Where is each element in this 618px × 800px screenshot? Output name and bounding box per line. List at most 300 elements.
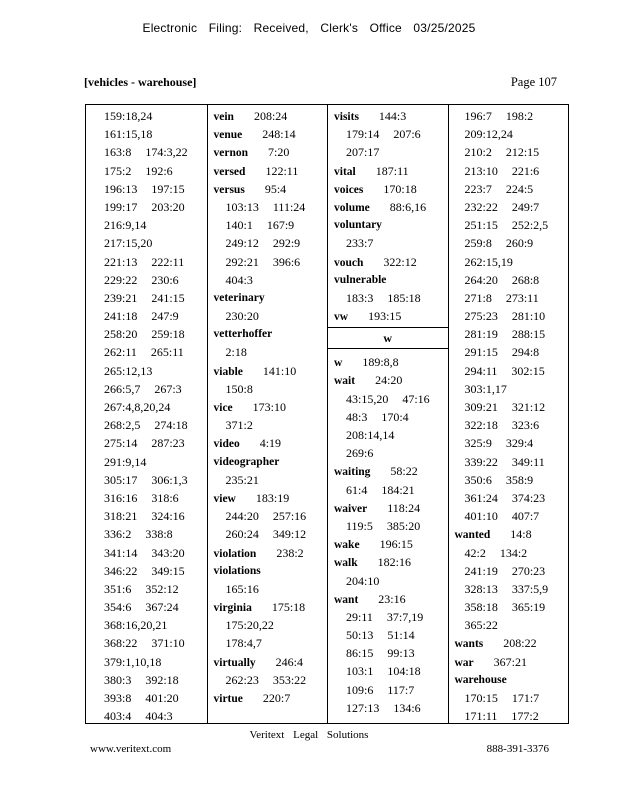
page-line-ref: 291:9,14 xyxy=(104,454,147,469)
term-word: wants xyxy=(454,638,484,651)
page-line-ref: 48:3 xyxy=(346,409,368,424)
page-line-ref: 141:10 xyxy=(262,363,297,378)
index-range: [vehicles - warehouse] xyxy=(84,75,197,89)
term-word: versed xyxy=(213,165,246,178)
page-line-ref: 349:12 xyxy=(272,527,307,542)
index-locator-line xyxy=(328,481,448,499)
page-line-ref: 196:15 xyxy=(379,537,413,552)
page-line-ref: 380:3 xyxy=(104,672,132,687)
index-locator-line xyxy=(86,343,207,361)
index-locator-line xyxy=(208,634,328,652)
term-word: viable xyxy=(213,365,243,378)
index-locator-line xyxy=(328,125,448,143)
index-locator-line xyxy=(449,289,569,307)
index-locator-line xyxy=(449,107,569,125)
index-locator-line xyxy=(449,453,569,471)
index-locator-line xyxy=(449,271,569,289)
page-line-ref: 7:20 xyxy=(268,145,290,160)
page-line-ref: 241:19 xyxy=(464,563,498,578)
term-word: want xyxy=(334,593,359,606)
page-line-ref: 365:19 xyxy=(511,600,546,615)
page-line-ref: 161:15,18 xyxy=(104,127,153,142)
page-line-ref: 321:12 xyxy=(511,400,546,414)
page-line-ref: 294:8 xyxy=(511,345,540,360)
page-line-ref: 350:6 xyxy=(464,472,492,487)
term-word: vetterhoffer xyxy=(213,328,273,341)
index-locator-line xyxy=(86,216,207,234)
index-locator-line xyxy=(328,517,448,535)
index-column-3 xyxy=(327,105,448,723)
page-line-ref: 95:4 xyxy=(264,181,287,196)
page-line-ref: 305:17 xyxy=(104,472,138,487)
page-line-ref: 353:22 xyxy=(272,672,307,687)
page-line-ref: 179:14 xyxy=(346,127,380,142)
index-term xyxy=(208,453,328,471)
index-locator-line xyxy=(449,307,569,325)
index-locator-line xyxy=(208,271,328,289)
page-line-ref: 197:15 xyxy=(151,181,185,196)
index-term xyxy=(328,462,448,480)
index-locator-line xyxy=(449,707,569,725)
page-line-ref: 371:10 xyxy=(151,636,185,651)
page-line-ref: 260:24 xyxy=(225,527,259,542)
page-line-ref: 396:6 xyxy=(272,254,301,269)
page-line-ref: 252:2,5 xyxy=(511,218,549,233)
index-locator-line xyxy=(86,489,207,507)
index-locator-line xyxy=(86,307,207,325)
term-word: violations xyxy=(213,564,261,577)
index-locator-line xyxy=(328,572,448,590)
page-line-ref: 349:11 xyxy=(511,454,545,469)
index-column-1 xyxy=(86,105,207,723)
index-locator-line xyxy=(208,525,328,543)
page-line-ref: 341:14 xyxy=(104,545,138,560)
page-line-ref: 271:8 xyxy=(464,290,492,305)
index-locator-line xyxy=(208,416,328,434)
term-word: wanted xyxy=(454,529,491,542)
page-line-ref: 338:8 xyxy=(145,527,173,542)
page-line-ref: 193:15 xyxy=(368,309,402,324)
filing-stamp: Electronic Filing: Received, Clerk's Office 03/25/2025 xyxy=(142,21,476,35)
page-line-ref: 328:13 xyxy=(464,581,498,596)
page-line-ref: 318:6 xyxy=(151,490,179,505)
index-locator-line xyxy=(86,398,207,416)
page-line-ref: 196:13 xyxy=(104,181,138,196)
page-line-ref: 220:7 xyxy=(262,691,291,705)
index-term xyxy=(208,434,328,452)
page-line-ref: 288:15 xyxy=(511,327,546,342)
page-line-ref: 239:21 xyxy=(104,290,138,305)
index-locator-line xyxy=(328,408,448,426)
term-word: vernon xyxy=(213,147,248,160)
page-line-ref: 275:23 xyxy=(464,309,498,324)
page-line-ref: 294:11 xyxy=(464,363,498,378)
page-line-ref: 2:18 xyxy=(225,345,247,360)
page-line-ref: 171:11 xyxy=(464,709,498,724)
page-line-ref: 163:8 xyxy=(104,145,132,160)
page-line-ref: 401:20 xyxy=(145,691,179,705)
index-term xyxy=(449,525,569,543)
term-word: w xyxy=(334,357,343,370)
page-line-ref: 209:12,24 xyxy=(464,127,513,142)
index-locator-line xyxy=(449,216,569,234)
term-word: virtually xyxy=(213,656,256,669)
page-line-ref: 165:16 xyxy=(225,581,259,596)
page-line-ref: 270:23 xyxy=(511,563,546,578)
index-locator-line xyxy=(328,444,448,462)
term-word: visits xyxy=(334,111,359,123)
page-line-ref: 182:16 xyxy=(377,555,411,570)
page-line-ref: 196:7 xyxy=(464,109,492,123)
page-line-ref: 322:12 xyxy=(383,254,417,269)
page-line-ref: 358:18 xyxy=(464,600,498,615)
letter-divider: w xyxy=(328,327,448,349)
index-term xyxy=(449,653,569,671)
index-locator-line xyxy=(449,362,569,380)
index-locator-line xyxy=(328,681,448,699)
page-line-ref: 178:4,7 xyxy=(225,636,262,651)
index-term xyxy=(328,271,448,289)
page-line-ref: 37:7,19 xyxy=(386,609,424,624)
page-line-ref: 119:5 xyxy=(346,518,373,533)
index-locator-line xyxy=(86,180,207,198)
page-line-ref: 229:22 xyxy=(104,272,138,287)
page-line-ref: 86:15 xyxy=(346,646,374,661)
index-locator-line xyxy=(86,362,207,380)
page-line-ref: 267:3 xyxy=(154,381,182,396)
page-line-ref: 187:11 xyxy=(375,163,409,178)
index-locator-line xyxy=(86,198,207,216)
page-line-ref: 407:7 xyxy=(511,509,540,524)
page-line-ref: 249:12 xyxy=(225,236,259,251)
index-locator-line xyxy=(328,662,448,680)
index-term xyxy=(208,107,328,125)
page-line-ref: 235:21 xyxy=(225,472,259,487)
index-locator-line xyxy=(449,416,569,434)
page-line-ref: 367:21 xyxy=(493,654,528,669)
page-line-ref: 241:15 xyxy=(151,290,185,305)
page-line-ref: 302:15 xyxy=(511,363,545,378)
index-locator-line xyxy=(449,234,569,252)
footer-website: www.veritext.com xyxy=(90,743,172,755)
index-term xyxy=(328,198,448,216)
footer-phone: 888-391-3376 xyxy=(486,743,549,755)
index-entries xyxy=(328,351,448,717)
page-line-ref: 336:2 xyxy=(104,527,132,542)
page-line-ref: 170:18 xyxy=(383,181,417,196)
page-line-ref: 210:2 xyxy=(464,145,492,160)
page-line-ref: 281:10 xyxy=(511,309,546,324)
page-line-ref: 251:15 xyxy=(464,218,498,233)
index-locator-line xyxy=(86,434,207,452)
index-term xyxy=(208,362,328,380)
page-line-ref: 232:22 xyxy=(464,199,498,214)
index-locator-line xyxy=(449,380,569,398)
index-term xyxy=(208,325,328,343)
index-term xyxy=(208,289,328,307)
page-line-ref: 223:7 xyxy=(464,181,492,196)
index-locator-line xyxy=(208,198,328,216)
term-word: view xyxy=(213,492,236,505)
page-line-ref: 230:6 xyxy=(151,272,179,287)
page-line-ref: 246:4 xyxy=(275,654,304,669)
page-line-ref: 117:7 xyxy=(387,682,415,697)
page-line-ref: 213:10 xyxy=(464,163,498,178)
page-line-ref: 281:19 xyxy=(464,327,498,342)
index-term xyxy=(328,162,448,180)
index-term xyxy=(328,253,448,271)
page-line-ref: 403:4 xyxy=(104,709,132,724)
term-word: warehouse xyxy=(454,673,507,686)
page-line-ref: 171:7 xyxy=(511,691,540,705)
page-line-ref: 42:2 xyxy=(464,545,486,560)
page-line-ref: 385:20 xyxy=(386,518,421,533)
page-line-ref: 174:3,22 xyxy=(145,145,188,160)
page-line-ref: 292:9 xyxy=(272,236,301,251)
index-locator-line xyxy=(86,580,207,598)
index-locator-line xyxy=(86,544,207,562)
page-line-ref: 221:6 xyxy=(511,163,540,178)
page-line-ref: 184:21 xyxy=(381,482,415,497)
page-line-ref: 224:5 xyxy=(505,181,534,196)
page-line-ref: 260:9 xyxy=(505,236,534,251)
page-line-ref: 264:20 xyxy=(464,272,498,287)
index-locator-line xyxy=(449,398,569,416)
index-term xyxy=(208,598,328,616)
page-line-ref: 170:4 xyxy=(381,409,409,424)
index-locator-line xyxy=(328,234,448,252)
page-line-ref: 262:15,19 xyxy=(464,254,513,269)
index-locator-line xyxy=(208,471,328,489)
index-locator-line xyxy=(449,125,569,143)
page-line-ref: 189:8,8 xyxy=(362,355,399,370)
page-line-ref: 351:6 xyxy=(104,581,132,596)
page-line-ref: 221:13 xyxy=(104,254,138,269)
page-line-ref: 208:14,14 xyxy=(346,428,395,442)
term-word: vice xyxy=(213,402,233,414)
page-line-ref: 318:21 xyxy=(104,509,138,524)
page-line-ref: 339:22 xyxy=(464,454,498,469)
index-term xyxy=(208,653,328,671)
index-locator-line xyxy=(86,507,207,525)
term-word: vouch xyxy=(334,256,364,269)
page-line-ref: 24:20 xyxy=(375,373,403,388)
page-line-ref: 175:2 xyxy=(104,163,132,178)
term-word: wake xyxy=(334,539,360,552)
page-line-ref: 343:20 xyxy=(151,545,185,560)
page-line-ref: 365:22 xyxy=(464,618,498,633)
index-locator-line xyxy=(208,580,328,598)
index-locator-line xyxy=(208,234,328,252)
index-entries xyxy=(449,105,569,725)
index-entries xyxy=(86,105,207,725)
index-locator-line xyxy=(328,289,448,307)
index-locator-line xyxy=(449,544,569,562)
index-locator-line xyxy=(86,107,207,125)
index-locator-line xyxy=(208,616,328,634)
page-line-ref: 216:9,14 xyxy=(104,218,147,233)
index-locator-line xyxy=(449,198,569,216)
index-locator-line xyxy=(86,162,207,180)
index-locator-line xyxy=(328,699,448,717)
page-line-ref: 259:8 xyxy=(464,236,492,251)
page-line-ref: 368:22 xyxy=(104,636,138,651)
page-line-ref: 4:19 xyxy=(259,436,282,451)
footer-company: Veritext Legal Solutions xyxy=(249,729,369,741)
index-locator-line xyxy=(449,253,569,271)
index-term xyxy=(328,353,448,371)
term-word: venue xyxy=(213,129,243,142)
term-word: waiver xyxy=(334,502,368,515)
page-line-ref: 23:16 xyxy=(378,591,406,606)
page-line-ref: 287:23 xyxy=(151,436,185,451)
page-line-ref: 51:14 xyxy=(387,628,415,643)
index-locator-line xyxy=(449,507,569,525)
index-term xyxy=(449,671,569,689)
index-locator-line xyxy=(86,616,207,634)
term-word: war xyxy=(454,656,474,669)
term-word: vw xyxy=(334,311,349,324)
page-line-ref: 291:15 xyxy=(464,345,498,360)
term-word: volume xyxy=(334,201,370,214)
page-line-ref: 238:2 xyxy=(276,545,304,560)
term-word: voluntary xyxy=(334,219,382,232)
page-line-ref: 368:16,20,21 xyxy=(104,618,168,633)
page-line-ref: 88:6,16 xyxy=(389,199,427,214)
page-line-ref: 103:1 xyxy=(346,664,374,679)
index-locator-line xyxy=(208,380,328,398)
page-line-ref: 173:10 xyxy=(252,400,286,414)
index-locator-line xyxy=(328,626,448,644)
index-locator-line xyxy=(86,453,207,471)
page-line-ref: 269:6 xyxy=(346,446,374,461)
page-line-ref: 241:18 xyxy=(104,309,138,324)
page-line-ref: 306:1,3 xyxy=(151,472,188,487)
page-line-ref: 267:4,8,20,24 xyxy=(104,400,171,414)
index-locator-line xyxy=(86,471,207,489)
index-term xyxy=(328,371,448,389)
page-line-ref: 265:12,13 xyxy=(104,363,153,378)
term-word: walk xyxy=(334,557,358,570)
page-line-ref: 14:8 xyxy=(510,527,532,542)
index-term xyxy=(208,125,328,143)
page-line-ref: 374:23 xyxy=(511,490,546,505)
term-word: versus xyxy=(213,183,245,196)
index-locator-line xyxy=(86,634,207,652)
term-word: virginia xyxy=(213,602,252,615)
index-locator-line xyxy=(449,143,569,161)
page-line-ref: 303:1,17 xyxy=(464,381,507,396)
page-line-ref: 265:11 xyxy=(150,345,184,360)
index-locator-line xyxy=(86,598,207,616)
page-line-ref: 262:23 xyxy=(225,672,259,687)
index-column-2 xyxy=(207,105,328,723)
page-line-ref: 185:18 xyxy=(387,290,421,305)
page-line-ref: 324:16 xyxy=(151,509,185,524)
index-locator-line xyxy=(208,216,328,234)
page-line-ref: 183:3 xyxy=(346,290,374,305)
page-line-ref: 198:2 xyxy=(505,109,534,123)
term-word: voices xyxy=(334,183,364,196)
page-line-ref: 259:18 xyxy=(151,327,185,342)
page-line-ref: 175:20,22 xyxy=(225,618,274,633)
page-line-ref: 177:2 xyxy=(511,709,539,724)
page-line-ref: 122:11 xyxy=(265,163,299,178)
index-locator-line xyxy=(86,234,207,252)
page-line-ref: 325:9 xyxy=(464,436,492,451)
page-line-ref: 199:17 xyxy=(104,199,138,214)
index-locator-line xyxy=(86,707,207,725)
index-locator-line xyxy=(449,598,569,616)
index-locator-line xyxy=(208,671,328,689)
page-line-ref: 379:1,10,18 xyxy=(104,654,162,669)
page-line-ref: 349:15 xyxy=(151,563,185,578)
page-line-ref: 58:22 xyxy=(390,464,418,479)
page-line-ref: 212:15 xyxy=(505,145,540,160)
page-line-ref: 175:18 xyxy=(271,600,306,615)
index-locator-line xyxy=(86,325,207,343)
page-line-ref: 316:16 xyxy=(104,490,138,505)
index-locator-line xyxy=(328,426,448,444)
page-line-ref: 258:20 xyxy=(104,327,138,342)
term-word: veterinary xyxy=(213,291,265,304)
page-line-ref: 134:6 xyxy=(393,700,421,715)
term-word: vital xyxy=(334,165,356,178)
page-line-ref: 222:11 xyxy=(151,254,185,269)
page-line-ref: 404:3 xyxy=(225,272,253,287)
index-locator-line xyxy=(449,471,569,489)
index-locator-line xyxy=(449,325,569,343)
page-line-ref: 144:3 xyxy=(378,109,407,123)
index-locator-line xyxy=(86,525,207,543)
index-locator-line xyxy=(449,489,569,507)
index-locator-line xyxy=(449,162,569,180)
page-line-ref: 358:9 xyxy=(505,472,534,487)
page-line-ref: 167:9 xyxy=(266,218,295,233)
page-line-ref: 208:24 xyxy=(253,109,288,123)
page-line-ref: 183:19 xyxy=(255,490,290,505)
word-index-table xyxy=(85,104,569,724)
term-word: vulnerable xyxy=(334,273,387,286)
index-locator-line xyxy=(86,562,207,580)
page-line-ref: 170:15 xyxy=(464,691,498,705)
index-locator-line xyxy=(208,343,328,361)
page-line-ref: 99:13 xyxy=(387,646,415,661)
index-locator-line xyxy=(86,125,207,143)
page-line-ref: 111:24 xyxy=(272,199,306,214)
page-line-ref: 275:14 xyxy=(104,436,138,451)
index-locator-line xyxy=(208,253,328,271)
index-locator-line xyxy=(449,616,569,634)
index-locator-line xyxy=(86,671,207,689)
index-locator-line xyxy=(328,143,448,161)
page-line-ref: 244:20 xyxy=(225,509,259,524)
page-line-ref: 140:1 xyxy=(225,218,253,233)
index-term xyxy=(328,216,448,234)
index-column-4 xyxy=(448,105,569,723)
page-line-ref: 208:22 xyxy=(503,636,537,651)
term-word: virtue xyxy=(213,693,243,705)
page-line-ref: 337:5,9 xyxy=(511,581,549,596)
page-line-ref: 109:6 xyxy=(346,682,374,697)
index-term xyxy=(208,489,328,507)
index-locator-line xyxy=(86,416,207,434)
page-line-ref: 230:20 xyxy=(225,309,259,324)
page-line-ref: 367:24 xyxy=(145,600,179,615)
page-line-ref: 262:11 xyxy=(104,345,137,360)
page-line-ref: 322:18 xyxy=(464,418,498,433)
page-line-ref: 150:8 xyxy=(225,381,253,396)
